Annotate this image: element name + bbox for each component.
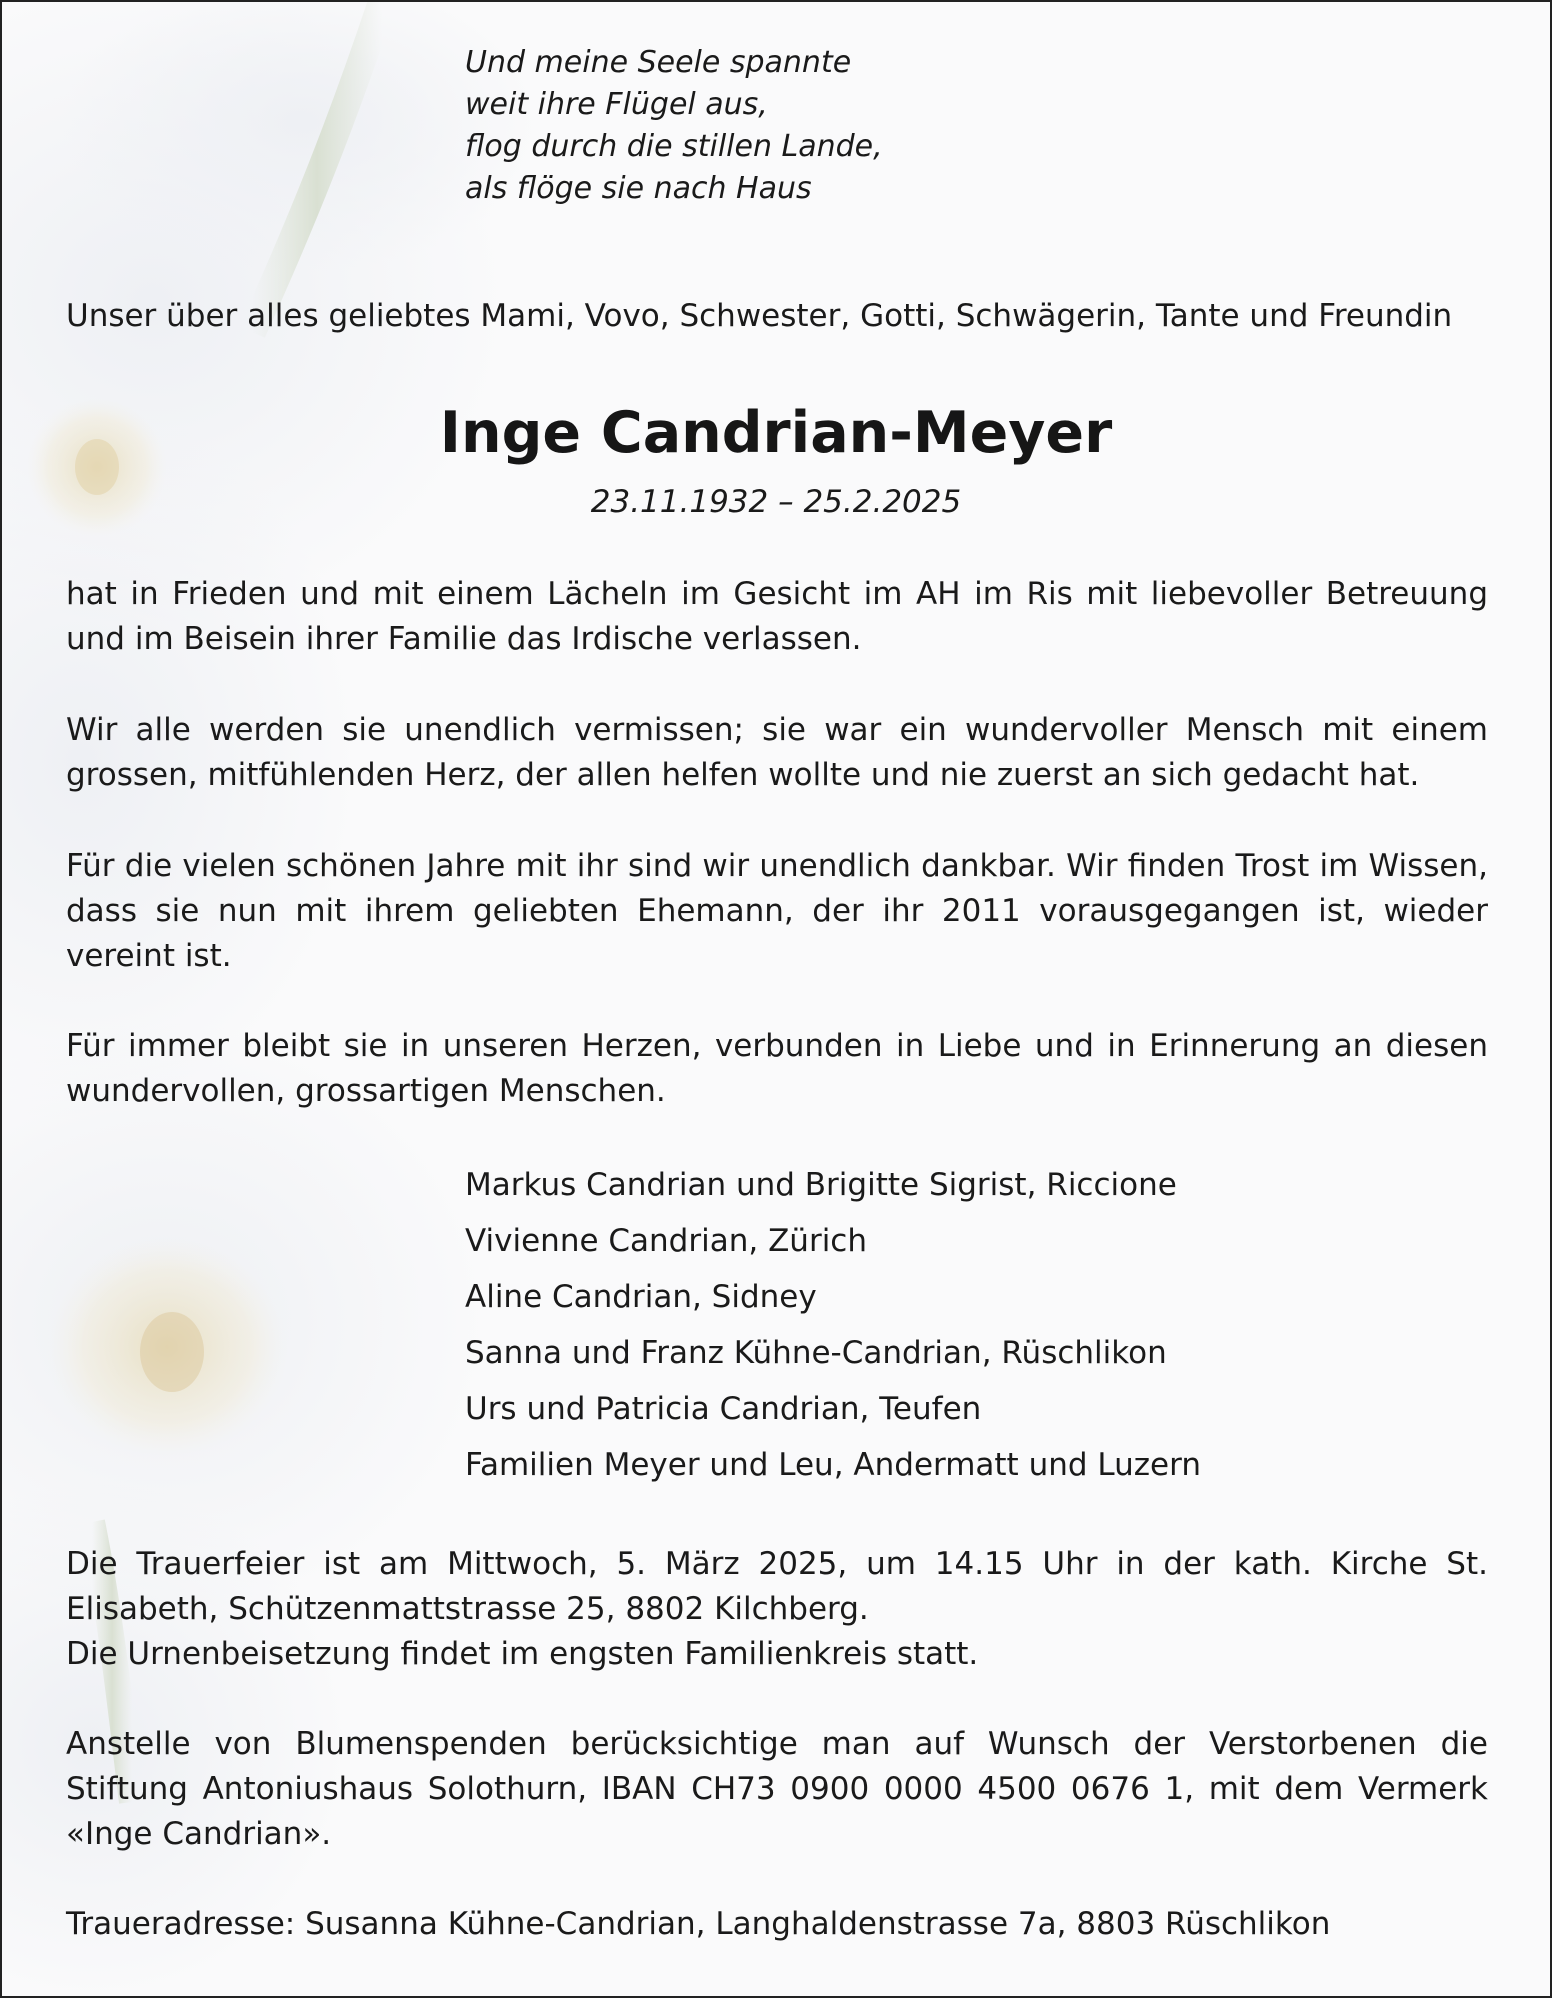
deceased-name: Inge Candrian-Meyer <box>439 400 1113 466</box>
mourner-entry: Urs und Patricia Candrian, Teufen <box>465 1391 982 1427</box>
poem-line: als flöge sie nach Haus <box>465 171 812 206</box>
paragraph-passing: hat in Frieden und mit einem Lächeln im Gesicht im AH im Ris mit liebevoller Betreuung und im Beisein ihrer Familie das Irdische verlassen. <box>66 576 1488 657</box>
mourner-entry: Vivienne Candrian, Zürich <box>465 1223 868 1259</box>
funeral-service-info: Die Trauerfeier ist am Mittwoch, 5. März 2025, um 14.15 Uhr in der kath. Kirche St. Elisabeth, Schützenmattstrasse 25, 8802 Kilchberg. <box>66 1546 1488 1627</box>
mourner-entry: Markus Candrian und Brigitte Sigrist, Riccione <box>465 1167 1177 1203</box>
mourner-entry: Aline Candrian, Sidney <box>465 1279 817 1315</box>
mourning-address: Traueradresse: Susanna Kühne-Candrian, Langhaldenstrasse 7a, 8803 Rüschlikon <box>66 1906 1331 1942</box>
poem <box>465 42 883 210</box>
intro-text: Unser über alles geliebtes Mami, Vovo, Schwester, Gotti, Schwägerin, Tante und Freundin <box>66 298 1453 334</box>
paragraph-memory: Wir alle werden sie unendlich vermissen; sie war ein wundervoller Mensch mit einem grossen, mitfühlenden Herz, der allen helfen wollte und nie zuerst an sich gedacht hat. <box>66 712 1488 793</box>
mourners-list <box>465 1157 1201 1493</box>
poem-line: flog durch die stillen Lande, <box>465 129 883 164</box>
poem-line: weit ihre Flügel aus, <box>465 87 768 122</box>
mourner-entry: Sanna und Franz Kühne-Candrian, Rüschlikon <box>465 1335 1167 1371</box>
poem-line: Und meine Seele spannte <box>465 45 852 80</box>
paragraph-gratitude: Für die vielen schönen Jahre mit ihr sind wir unendlich dankbar. Wir finden Trost im Wissen, dass sie nun mit ihrem geliebten Ehemann, der ihr 2011 vorausgegangen ist, wieder vereint ist. <box>66 848 1488 974</box>
donation-info: Anstelle von Blumenspenden berücksichtige man auf Wunsch der Verstorbenen die Stiftung Antoniushaus Solothurn, IBAN CH73 0900 0000 4500 0676 1, mit dem Vermerk «Inge Candrian». <box>66 1726 1488 1852</box>
life-dates: 23.11.1932 – 25.2.2025 <box>590 484 962 520</box>
urn-burial-info: Die Urnenbeisetzung findet im engsten Familienkreis statt. <box>66 1636 979 1672</box>
paragraph-remembrance: Für immer bleibt sie in unseren Herzen, verbunden in Liebe und in Erinnerung an diesen wundervollen, grossartigen Menschen. <box>66 1028 1488 1109</box>
mourner-entry: Familien Meyer und Leu, Andermatt und Luzern <box>465 1447 1201 1483</box>
